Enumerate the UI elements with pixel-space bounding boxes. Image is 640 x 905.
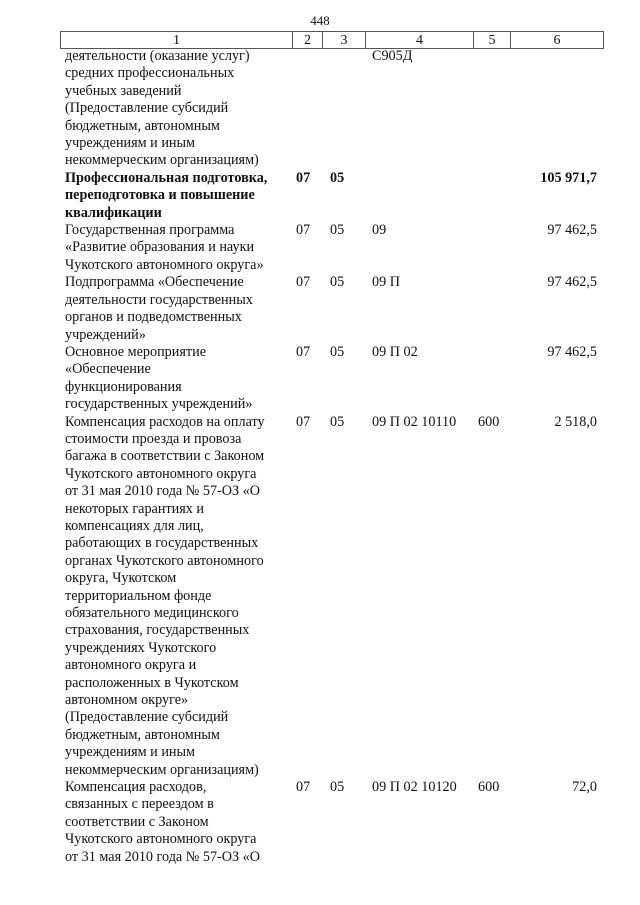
description-line: некоторых гарантиях и: [65, 500, 204, 517]
row-description: [60, 344, 292, 414]
row-section-code: 07: [296, 413, 311, 430]
description-line: Подпрограмма «Обеспечение: [65, 274, 244, 291]
description-line: учреждений»: [65, 326, 146, 343]
description-line: Государственная программа: [65, 222, 235, 239]
description-line: Компенсация расходов на оплату: [65, 413, 265, 430]
description-line: связанных с переездом в: [65, 796, 214, 813]
description-line: обязательного медицинского: [65, 605, 239, 621]
row-expense-type: 600: [478, 413, 500, 430]
description-line: автономном округе»: [65, 692, 189, 709]
description-line: работающих в государственных: [65, 535, 259, 552]
row-subsection-code: 05: [330, 413, 345, 430]
description-line: территориальном фонде: [65, 587, 212, 604]
table-row: [60, 344, 605, 414]
row-target-article: 09 П 02 10120: [372, 779, 457, 796]
table-row: [60, 222, 605, 274]
row-description: [60, 170, 292, 222]
column-header-3: 3: [323, 32, 366, 49]
description-line: Основное мероприятие: [65, 343, 206, 360]
description-line: стоимости проезда и провоза: [65, 430, 242, 447]
description-line: от 31 мая 2010 года № 57-ОЗ «О: [65, 848, 261, 865]
description-line: Чукотского автономного округа: [65, 831, 257, 848]
row-target-article: 09 П: [372, 274, 400, 291]
row-description: [60, 274, 292, 344]
description-line: переподготовка и повышение: [65, 187, 255, 204]
row-section-code: 07: [296, 779, 311, 796]
description-line: соответствии с Законом: [65, 813, 209, 830]
page-number: 448: [310, 13, 330, 28]
description-line: (Предоставление субсидий: [65, 709, 229, 726]
row-subsection-code: 05: [330, 274, 345, 291]
description-line: компенсациях для лиц,: [65, 517, 204, 534]
description-line: бюджетным, автономным: [65, 117, 220, 134]
description-line: автономного округа и: [65, 657, 197, 674]
row-description: [60, 779, 292, 866]
table-body: [60, 48, 605, 866]
description-line: Компенсация расходов,: [65, 779, 207, 796]
description-line: страхования, государственных: [65, 622, 250, 639]
description-line: средних профессиональных: [65, 65, 235, 82]
description-line: бюджетным, автономным: [65, 726, 220, 743]
row-section-code: 07: [296, 343, 311, 360]
row-expense-type: 600: [478, 779, 500, 796]
description-line: багажа в соответствии с Законом: [65, 448, 265, 465]
table-row: [60, 274, 605, 344]
table-row: [60, 170, 605, 222]
description-line: учреждениях Чукотского: [65, 639, 217, 656]
description-line: функционирования: [65, 378, 182, 395]
column-header-1: 1: [61, 32, 293, 49]
row-amount: 105 971,7: [540, 169, 597, 186]
description-line: Чукотского автономного округа»: [65, 256, 264, 273]
description-line: некоммерческим организациям): [65, 152, 259, 169]
description-line: учреждениям и иным: [65, 744, 196, 761]
row-amount: 97 462,5: [547, 343, 597, 360]
table-row: [60, 414, 605, 780]
row-target-article: 09 П 02: [372, 343, 418, 360]
table-row: [60, 779, 605, 866]
row-subsection-code: 05: [330, 343, 345, 360]
row-subsection-code: 05: [330, 779, 345, 796]
description-line: органов и подведомственных: [65, 309, 242, 326]
description-line: (Предоставление субсидий: [65, 100, 229, 117]
description-line: органах Чукотского автономного: [65, 552, 264, 569]
row-section-code: 07: [296, 274, 311, 291]
column-header-5: 5: [474, 32, 511, 49]
column-header-2: 2: [293, 32, 323, 49]
description-line: округа, Чукотском: [65, 570, 177, 587]
description-line: расположенных в Чукотском: [65, 674, 239, 691]
row-section-code: 07: [296, 169, 311, 186]
description-line: учебных заведений: [65, 82, 182, 99]
column-header-6: 6: [511, 32, 604, 49]
description-line: деятельности государственных: [65, 291, 253, 308]
description-line: учреждениям и иным: [65, 135, 196, 152]
description-line: Профессиональная подготовка,: [65, 169, 268, 186]
row-amount: 2 518,0: [554, 413, 597, 430]
description-line: деятельности (оказание услуг): [65, 48, 250, 64]
row-description: [60, 48, 292, 170]
row-amount: 97 462,5: [547, 222, 597, 239]
row-section-code: 07: [296, 222, 311, 239]
description-line: Чукотского автономного округа: [65, 465, 257, 482]
description-line: квалификации: [65, 204, 162, 221]
description-line: «Развитие образования и науки: [65, 239, 255, 256]
table-column-header: [60, 31, 604, 49]
row-target-article: С905Д: [372, 48, 413, 64]
description-line: от 31 мая 2010 года № 57-ОЗ «О: [65, 483, 261, 500]
row-description: [60, 414, 292, 780]
row-subsection-code: 05: [330, 169, 345, 186]
description-line: некоммерческим организациям): [65, 761, 259, 778]
row-target-article: 09 П 02 10110: [372, 413, 457, 430]
description-line: «Обеспечение: [65, 361, 151, 378]
row-amount: 97 462,5: [547, 274, 597, 291]
row-subsection-code: 05: [330, 222, 345, 239]
column-header-4: 4: [366, 32, 474, 49]
row-description: [60, 222, 292, 274]
row-amount: 72,0: [572, 779, 597, 796]
table-row: [60, 48, 605, 170]
row-target-article: 09: [372, 222, 387, 239]
description-line: государственных учреждений»: [65, 396, 253, 413]
